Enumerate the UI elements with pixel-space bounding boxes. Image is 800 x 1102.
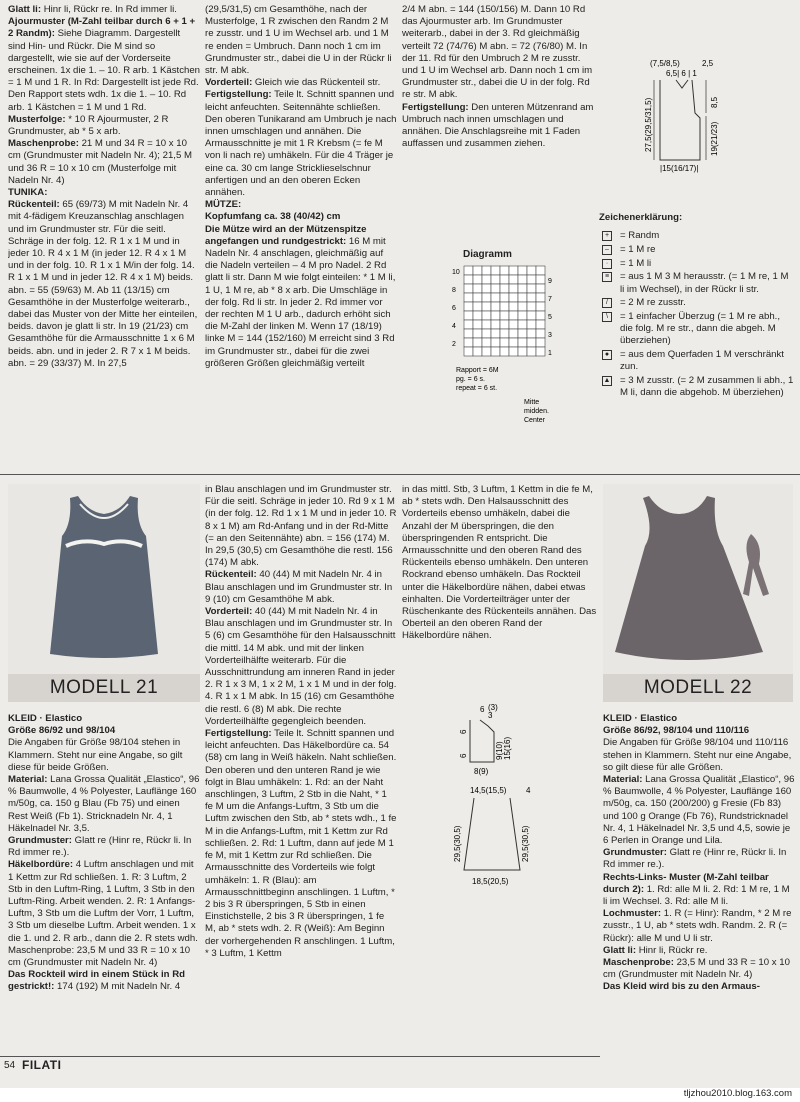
col1-text: 21 M und 34 R = 10 x 10 cm (Grundmuster mit Nadeln Nr. 4); 21,5 M und 36 R = 10 x 10 cm (Musterfolge mit Nadeln Nr. 4) [8,138,192,186]
diagram-cell [464,311,473,320]
k4-text: 1. Rd: alle M li. 2. Rd: 1 M re, 1 M li im Wechsel. 3. Rd: alle M li. [603,883,790,908]
k4-heading: Material: [603,774,643,786]
diagram-cell [500,284,509,293]
watermark: tljzhou2010.blog.163.com [683,1088,792,1099]
col1-text: 65 (69/73) M mit Nadeln Nr. 4 mit 4-fädigem Kreuzanschlag anschlagen und im Grundmuster str. Für die seitl. Schräge in der folg. 12. R 1 x 1 M und in jeder 10. R 4 x 1 M (in jeder 12. R 4 x 1 M und in der folg. 10. R 1 x 1 M/in der folg. 14. R 1 x 1 M und in jeder 12. R 4 x 1 M) beids. abn. = 55 (59/63) M. Ab 11 (13/15) cm Gesamthöhe in der Musterfolge weiterarb., dabei das Muster von der Mitte her einteilen, beids. davon je glatt li str. In 19 (21/23) cm Gesamthöhe für die Armausschnitte 1 x 6 M beids. abn. und in jeder 2. R 7 x 1 M beids. abn. = 29 (33/37) M. In 27,5 [8,199,198,369]
k2-paragraph [205,569,397,606]
schem-left: 27,5(29,5/31,5) [644,97,653,152]
legend-symbol-icon: ▲ [603,376,611,384]
diagram-cell [464,302,473,311]
legend-text: = 1 einfacher Überzug (= 1 M re abh., die folg. M re str., dann die abgeh. M überziehen) [620,310,780,347]
k4-heading: Grundmuster: [603,847,667,859]
k2-text: 40 (44) M mit Nadeln Nr. 4 in Blau anschlagen und im Grundmuster str. In 9 (10) cm Gesamthöhe M abk. [205,569,393,605]
section-divider [0,474,800,475]
legend-symbol-icon: ● [602,350,612,360]
sm-a2: (3) [488,703,498,712]
k4-paragraph [603,774,795,847]
legend-item [599,349,795,373]
diagram-center-label: Mitte [524,399,540,406]
legend-symbol-icon: – [602,245,612,255]
tunika-column-2 [205,4,397,474]
sm-top: 14,5(15,5) [470,786,507,795]
legend-text: = aus 1 M 3 M herausstr. (= 1 M re, 1 M li im Wechsel), in der Rückr li str. [620,271,789,295]
diagram-row-label: 8 [452,287,456,294]
schem-top-label-2: 2,5 [702,59,714,68]
diagram-cell [527,347,536,356]
k1-paragraph [8,835,200,859]
diagram-cell [527,329,536,338]
diagram-cell [482,284,491,293]
col1-text: Hinr li, Rückr re. In Rd immer li. [41,4,177,15]
watermark-bar [0,1088,800,1102]
sm-top-r: 4 [526,786,531,795]
diagram-cell [464,284,473,293]
k1-heading: Häkelbordüre: [8,859,74,871]
legend-item [599,230,795,242]
col1-heading: Ajourmuster (M-Zahl teilbar durch 6 + 1 + 2 Randm): [8,16,196,40]
diagram-cell [491,320,500,329]
legend-item [599,271,795,295]
legend [599,212,795,401]
col3-paragraph [402,102,594,151]
k2-text: Teile lt. Schnitt spannen und leicht anfeuchten. Das Häkelbordüre ca. 54 (58) cm lang in Weiß häkeln. Naht schließen. Den oberen und den unteren Rand je wie folgt in Blau umhäkeln: 1. Rd: an der Naht anschlingen, 3 Luftm, 2 Stb in die Naht, * 1 fe M um die Anfangs-Luftm, 3 Stb um die Luftm zwischen den Stb, ab * stets wdh., 1 fe M in die Anfangs-Luftm, mit 1 Kettm zur Rd schließen. 2. Rd: 1 Luftm, dann auf jede M 1 fe M, mit 1 Kettm zur Rd schließen. Die Armausschnitte des Vorderteils wie folgt umhäkeln: 1. R (Blau): am Armausschnittbeginn anschlingen. 1 Luftm, * 2 bis 3 R überspringen, 5 Stb in einen Einstichstelle, 2 bis 3 R überspringen, 1 fe M, ab * stets wdh. 2. R (Weiß): Am Beginn der vorhergehenden R anschlingen. 1 Luftm, * 3 Luftm, 1 Kettm [205,728,397,959]
diagram-cell [518,311,527,320]
diagram-cell [509,266,518,275]
kleid-schematic [450,700,560,890]
diagram-cell [464,329,473,338]
diagram-cell [491,311,500,320]
k1-paragraph [8,774,200,835]
col2-paragraph: (29,5/31,5) cm Gesamthöhe, nach der Musterfolge, 1 R zwischen den Randm 2 M re zusstr. und 1 U im Wechsel arb. und 1 M re enden = Umbruch. Dann noch 1 cm im Grundmuster str., dabei die U in der Rückr li str. M abk. [205,4,392,77]
page-number: 54 [4,1060,16,1071]
col1-paragraph [8,199,200,370]
diagram-cell [509,329,518,338]
col2-paragraph [205,211,397,223]
schem-top-label: (7,5/8,5) [650,59,680,68]
k1-heading: Größe 86/92 und 98/104 [8,725,116,737]
muetze-column [402,4,594,224]
diagram-cell [464,293,473,302]
tunika-schematic [640,58,740,178]
legend-symbol-icon: \ [602,312,612,322]
diagram-cell [527,311,536,320]
schem-right-bottom: 19(21/23) [710,121,719,156]
diagram-rapport-label: repeat = 6 st. [456,385,498,392]
diagram-cell [527,338,536,347]
diagram-cell [509,275,518,284]
k1-heading: Das Rockteil wird in einem Stück in Rd gestrickt!: [8,969,185,993]
diagram-cell [482,347,491,356]
diagram-cell [491,266,500,275]
col1-heading: Musterfolge: [8,113,66,125]
diagram-cell [500,347,509,356]
diagram-cell [518,275,527,284]
diagram-cell [473,275,482,284]
diagram-cell [500,266,509,275]
col2-heading: Fertigstellung: [205,89,272,101]
k2-heading: Rückenteil: [205,569,257,581]
diagram-cell [491,284,500,293]
diagram-cell [482,302,491,311]
k2-paragraph [205,606,397,728]
k4-heading: Glatt li: [603,944,637,956]
diagram-row-label-right: 1 [548,350,552,357]
legend-text: = aus dem Querfaden 1 M verschränkt zun. [620,349,784,373]
kleid21-column-1 [8,713,200,1053]
diagram-cell [536,293,545,302]
k4-heading: Rechts-Links- Muster (M-Zahl teilbar durch 2): [603,871,769,895]
diagram-cell [473,284,482,293]
modell-21-label: MODELL 21 [8,674,200,702]
footer-rule [0,1056,600,1057]
diagram-cell [473,320,482,329]
diagram-cell [473,311,482,320]
sm-left1: 6 [459,729,468,734]
k2-heading: Vorderteil: [205,606,253,618]
diagram-cell [536,275,545,284]
k1-paragraph [8,725,200,737]
diagram-cell [464,266,473,275]
diagram-title: Diagramm [463,249,512,260]
diagram-cell [536,311,545,320]
diagram-cell [527,284,536,293]
sm-r: 29,5(30,5) [521,825,530,862]
diagram-cell [536,329,545,338]
k4-heading: Größe 86/92, 98/104 und 110/116 [603,725,750,737]
k4-heading: Lochmuster: [603,908,662,920]
legend-item [599,311,795,348]
k1-heading: Grundmuster: [8,835,72,847]
diagram-cell [509,311,518,320]
legend-text: = 3 M zusstr. (= 2 M zusammen li abh., 1 M li, dann die abgehob. M überziehen) [620,374,794,399]
legend-text: = Randm [620,230,660,242]
diagram-cell [491,347,500,356]
diagram-row-label: 10 [452,269,460,276]
diagram-cell [482,338,491,347]
col3-paragraph: 2/4 M abn. = 144 (150/156) M. Dann 10 Rd das Ajourmuster arb. Im Grundmuster weiterarb., dabei in der 3. Rd gleichmäßig verteilt 72 (74/76) M abn. = 72 (76/80) M. In der 11. Rd für den Umbruch 2 M re zusstr. und 1 U im Wechsel arb. Dann noch 1 cm im Grundmuster str., dabei die U in der folg. Rd re str. M abk. [402,4,593,101]
k4-heading: Maschenprobe: [603,957,674,969]
modell-22-photo [603,484,793,674]
diagram-cell [527,302,536,311]
sm-left3: 6 [459,753,468,758]
diagram-cell [482,275,491,284]
diagram-cell [491,293,500,302]
k4-paragraph [603,908,795,945]
sm-mid: 8(9) [474,767,489,776]
legend-symbol-icon: · [602,259,612,269]
diagram-cell [518,320,527,329]
diagram-cell [509,293,518,302]
col2-paragraph [205,77,397,89]
k4-text: Lana Grossa Qualität „Elastico“, 96 % Baumwolle, 4 % Polyester, Lauflänge 160 m/50g, ca. 150 (200/200) g Fresie (Fb 83) und 100 g Orange (Fb 76), Rundstricknadel Nr. 4, 1 Häkelnadel Nr. 3,5 und 4,5, sowie je 6 Perlen in Orange und Lila. [603,774,795,847]
sm-a1: 6 [480,705,485,714]
diagram-cell [518,329,527,338]
k4-paragraph [603,981,795,993]
modell-21-photo [8,484,200,674]
k1-heading: KLEID · Elastico [8,713,83,724]
diagram-cell [536,338,545,347]
diagram-cell [509,302,518,311]
diagram-cell [464,320,473,329]
diagram-cell [509,320,518,329]
schem-right-top: 8,5 [710,96,719,108]
diagram-cell [518,338,527,347]
diagram-cell [518,266,527,275]
k2-paragraph [205,728,397,960]
diagram-cell [509,284,518,293]
col1-paragraph [8,4,200,16]
sm-a3: 3 [488,711,493,720]
legend-item [599,297,795,309]
k4-paragraph [603,957,795,981]
legend-text: = 1 M re [620,243,656,255]
k2-heading: Fertigstellung: [205,728,272,740]
sm-bottom: 18,5(20,5) [472,877,509,886]
k1-text: 4 Luftm anschlagen und mit 1 Kettm zur Rd schließen. 1. R: 3 Luftm, 2 Stb in den Luftm-Ring, 1 Luftm, 3 Stb in den Luftm-Ring. Arbeit wenden. 2. R: 1 Anfangs-Luftm, 3 Stb um die Luftm der Vorr, 1 Luftm, 3 Stb um dieselbe Luftm. Arbeit wenden. 1 x die 1. und 2. R arb., dann die 2. R stets wdh. [8,859,198,944]
col2-heading: Kopfumfang ca. 38 (40/42) cm [205,211,341,223]
diagram-row-label: 2 [452,341,456,348]
k1-paragraph: Die Angaben für Größe 98/104 stehen in Klammern. Steht nur eine Angabe, so gilt diese für beide Größen. [8,737,183,773]
col1-paragraph [8,16,200,114]
diagram-cell [491,329,500,338]
diagram-row-label: 4 [452,323,456,330]
diagram-cell [500,338,509,347]
tunika-column-1 [8,4,200,474]
k4-text: Hinr li, Rückr re. [636,944,708,956]
sm-left2: 9(10) [495,741,504,760]
k1-text: 174 (192) M mit Nadeln Nr. 4 [54,981,181,993]
diagram-rapport-label: pg. = 6 s. [456,376,485,383]
col2-heading: MÜTZE: [205,199,242,211]
legend-symbol-icon: + [602,231,612,241]
diagram-cell [500,329,509,338]
diagram-cell [473,347,482,356]
diagram-cell [464,347,473,356]
col2-heading: Die Mütze wird an der Mützenspitze angefangen und rundgestrickt: [205,223,367,247]
diagram-cell [536,266,545,275]
diagram-cell [518,293,527,302]
k4-text: 23,5 M und 33 R = 10 x 10 cm (Grundmuster mit Nadeln Nr. 4) [603,957,790,981]
legend-text: = 1 M li [620,257,652,269]
modell-22-label: MODELL 22 [603,674,793,702]
diagram-cell [518,347,527,356]
col1-heading: Rückenteil: [8,199,60,211]
col1-paragraph [8,187,200,199]
k1-paragraph [8,713,200,725]
k1-paragraph [8,859,200,944]
schem-bottom: |15(16/17)| [660,164,699,173]
diagram-cell [518,302,527,311]
k4-heading: KLEID · Elastico [603,713,678,724]
legend-text: = 2 M re zusstr. [620,297,686,309]
diagram-row-label-right: 3 [548,332,552,339]
diagram-cell [491,338,500,347]
k4-paragraph [603,725,795,737]
diagram-cell [473,338,482,347]
col2-paragraph [205,224,397,370]
diagram-cell [482,320,491,329]
diagram-cell [527,320,536,329]
k4-paragraph [603,945,795,957]
k4-paragraph [603,872,795,909]
diagram-cell [536,302,545,311]
diagram-row-label-right: 5 [548,314,552,321]
k1-text: Glatt re (Hinr re, Rückr li. In Rd immer re.). [8,835,192,859]
diagram-center-label: Center [524,417,546,424]
col1-heading: Maschenprobe: [8,138,79,150]
sm-right1: 15(16) [503,736,512,760]
col2-text: Teile lt. Schnitt spannen und leicht anfeuchten. Seitennähte schließen. Den oberen Tunikarand am Umbruch je nach innen umschlagen und annähen. Die Armausschnitte je mit 1 R Krebsm (= fe M von li nach re) umhäkeln. Für die 4 Träger je eine ca. 30 cm lange Stricklieselschnur anfertigen und an den oberen Ecken annähen. [205,89,397,199]
k2-paragraph: in Blau anschlagen und im Grundmuster str. Für die seitl. Schräge in jeder 10. Rd 9 x 1 M (in der folg. 12. Rd 1 x 1 M und in jeder 10. R 8 x 1 M) am Rd-Anfang und in der Rd-Mitte (= an den Seitennähte) abn. = 156 (174) M. In 29,5 (30,5) cm Gesamthöhe die restl. 156 (174) M abk. [205,484,397,569]
legend-symbol-icon: / [602,298,612,308]
diagram-cell [491,275,500,284]
legend-item [599,375,795,399]
col1-heading: TUNIKA: [8,187,48,199]
diagram-cell [482,293,491,302]
k2-text: 40 (44) M mit Nadeln Nr. 4 in Blau anschlagen und im Grundmuster str. In 5 (6) cm Gesamthöhe für den Halsausschnitt die mittl. 14 M abk. und mit der linken Vorderteilhälfte weiterarb. Für die Ausschnittrundung am inneren Rand in jeder 2. R 1 x 3 M, 1 x 2 M, 1 x 1 M und in der folg. 4. R 1 x 1 M abk. In 15 (16) cm Gesamthöhe die restl. 6 (8) M abk. Die rechte Vorderteilhälfte gegengleich beenden. [205,606,397,727]
col1-text: * 10 R Ajourmuster, 2 R Grundmuster, ab * 5 x arb. [8,113,169,138]
k4-heading: Das Kleid wird bis zu den Armaus- [603,981,760,993]
diagram-cell [473,293,482,302]
col2-paragraph [205,89,397,199]
k1-paragraph: Maschenprobe: 23,5 M und 33 R = 10 x 10 cm (Grundmuster mit Nadeln Nr. 4) [8,944,191,969]
col1-paragraph [8,114,200,138]
diagram-cell [527,266,536,275]
diagram-cell [509,338,518,347]
k4-paragraph: Die Angaben für Größe 98/104 und 110/116 stehen in Klammern. Steht nur eine Angabe, so gilt diese für alle Größen. [603,737,792,773]
k1-text: Lana Grossa Qualität „Elastico“, 96 % Baumwolle, 4 % Polyester, Lauflänge 160 m/50g, ca. 150 g Blau (Fb 75) und einen Rest Weiß (Fb 1). Stricknadeln Nr. 4, 1 Häkelnadel Nr. 3,5. [8,774,200,834]
diagram-cell [491,302,500,311]
diagram-cell [482,266,491,275]
legend-symbol-icon: ≡ [602,272,612,282]
diagram-row-label-right: 9 [548,278,552,285]
legend-item [599,244,795,256]
k4-text: 1. R (= Hinr): Randm, * 2 M re zusstr., 1 U, ab * stets wdh. Randm. 2. R (= Rückr): alle M und U li str. [603,908,792,944]
col3-heading: Fertigstellung: [402,101,469,113]
diagram-cell [536,320,545,329]
col2-text: Gleich wie das Rückenteil str. [252,77,381,89]
diagram-cell [500,311,509,320]
diagram-cell [473,266,482,275]
diagram-cell [536,347,545,356]
legend-item [599,258,795,270]
legend-title: Zeichenerklärung: [599,212,683,223]
col2-text: 16 M mit Nadeln Nr. 4 anschlagen, gleichmäßig auf die Nadeln verteilen – 4 M pro Nadel. 2 Rd glatt li str. Dann M wie folgt einteilen: * 1 M li, 1 U, 1 M re, ab * 8 x arb. Die Umschläge in der folg. Rd li str. In jeder 2. Rd immer vor der rechten M 1 U arb., dadurch erhöht sich die M-Zahl der linken M. Wenn 17 (18/19) linke M = 144 (152/160) M erreicht sind 3 Rd im Grundmuster str., dabei für die zwei größeren Größen gleichmäßig verteilt [205,235,396,369]
k4-paragraph [603,713,795,725]
k4-text: Glatt re (Hinr re, Rückr li. In Rd immer re.). [603,847,787,871]
k3-paragraph: in das mittl. Stb, 3 Luftm, 1 Kettm in die fe M, ab * stets wdh. Den Halsausschnitt des Vorderteils ebenso umhäkeln, dabei die Anzahl der M überspringen, die den überspringenden R entspricht. Die Armausschnitte und den oberen Rand des Rückenteils ebenso umhäkeln. Den unteren Rockrand ebenso umhäkeln. Das Rockteil unter die Häkelbordüre nähen, dabei etwas einhalten. Die Vorderteilträger unter der Rüschenkante des Rückenteils annähen. Das Oberteil an den oberen Rand der Häkelbordüre nähen. [402,484,597,642]
diagram-row-label: 6 [452,305,456,312]
brand-logo: FILATI [22,1058,62,1072]
diagram-cell [464,338,473,347]
ajour-diagram [430,262,570,432]
diagram-cell [473,329,482,338]
schem-top-sub: 6,5| 6 | 1 [666,69,697,78]
diagram-cell [518,284,527,293]
col2-paragraph [205,199,397,211]
sm-l: 29,5(30,5) [453,825,462,862]
diagram-rapport-label: Rapport = 6M [456,367,499,374]
kleid21-column-3 [402,484,597,684]
k4-paragraph [603,847,795,871]
k1-heading: Material: [8,774,48,786]
diagram-row-label-right: 7 [548,296,552,303]
diagram-cell [482,311,491,320]
diagram-cell [473,302,482,311]
diagram-cell [500,275,509,284]
diagram-center-label: midden. [524,408,549,415]
diagram-cell [527,293,536,302]
k1-paragraph [8,969,200,993]
diagram-cell [509,347,518,356]
kleid21-column-2 [205,484,397,1064]
col1-text: Siehe Diagramm. Dargestellt sind Hin- und Rückr. Die M sind so dargestellt, wie sie auf der Vorderseite erscheinen. 1x die 1. – 10. R arb. 1 Kästchen = 1 M und 1 R. In Rd: Dargestellt ist jede Rd. Den Rapport stets wdh. 1x die 1. – 10. Rd arb. 1 Kästchen = 1 M und 1 Rd. [8,28,200,113]
diagram-cell [527,275,536,284]
col1-paragraph [8,138,200,187]
diagram-cell [482,329,491,338]
kleid22-column [603,713,795,1073]
col3-text: Den unteren Mützenrand am Umbruch nach innen umschlagen und annähen. Die Anschlagsreihe mit 1 Faden auffassen und zusammen ziehen. [402,101,594,150]
diagram-cell [500,293,509,302]
diagram-cell [500,320,509,329]
col1-heading: Glatt li: [8,4,42,15]
col2-heading: Vorderteil: [205,77,253,89]
diagram-cell [464,275,473,284]
diagram-cell [500,302,509,311]
diagram-cell [536,284,545,293]
